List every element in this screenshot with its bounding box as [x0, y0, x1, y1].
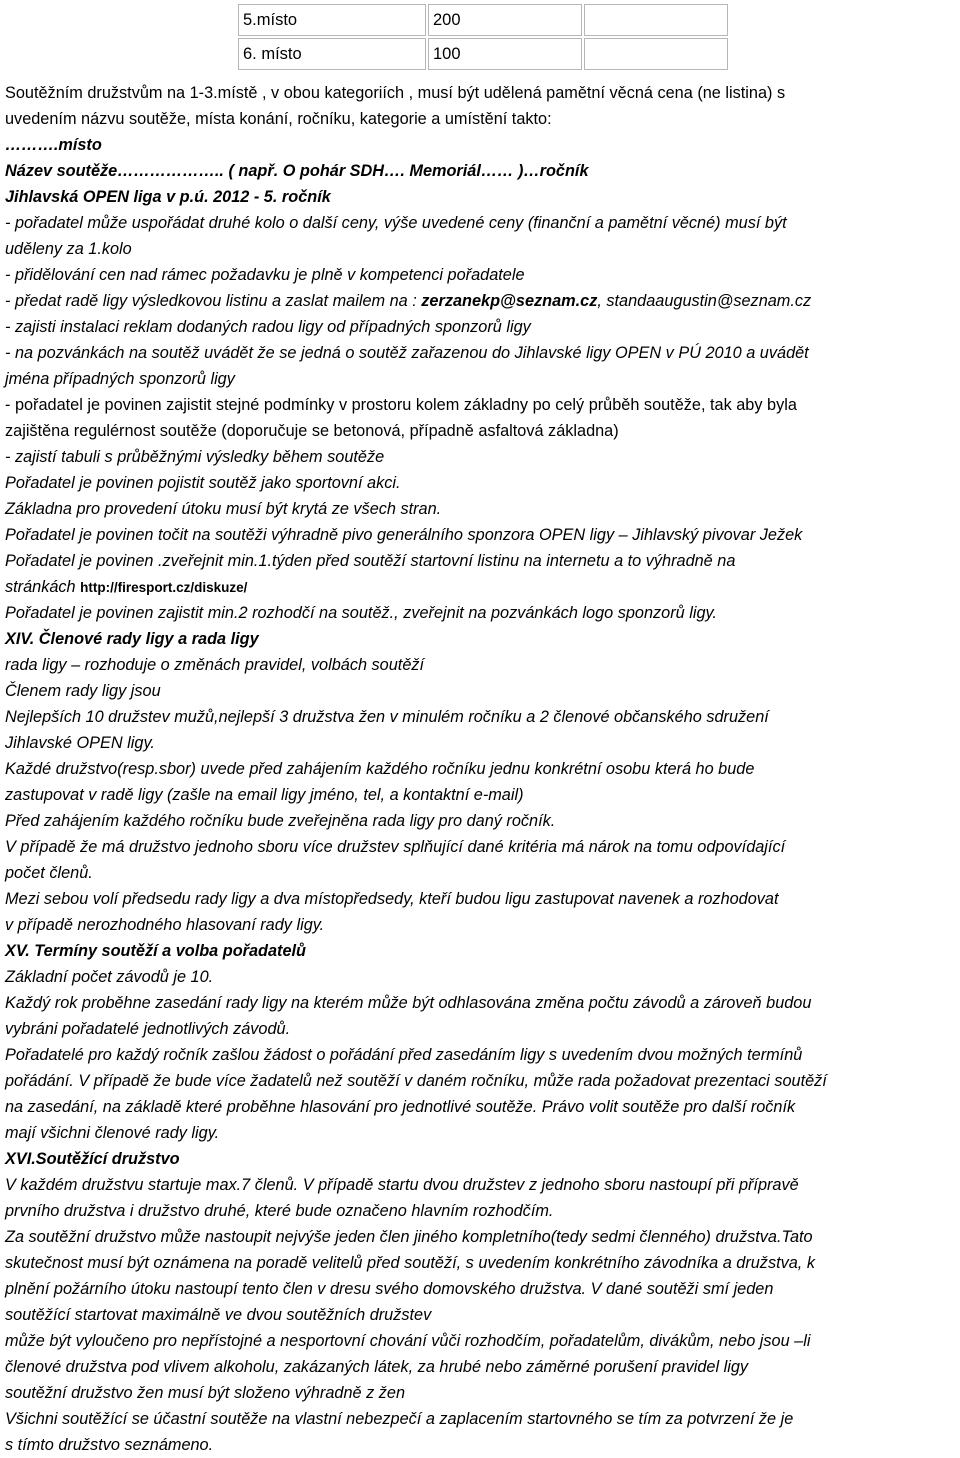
- text-line: Základní počet závodů je 10.: [5, 968, 214, 986]
- text-line: s tímto družstvo seznámeno.: [5, 1436, 214, 1454]
- text-line: Členem rady ligy jsou: [5, 682, 161, 700]
- text-line: Všichni soutěžící se účastní soutěže na vlastní nebezpečí a zaplacením startovného se tím za potvrzení že je: [5, 1410, 794, 1428]
- text-line: pořádání. V případě že bude více žadatelů než soutěží v daném ročníku, může rada požadovat prezentaci soutěží: [5, 1072, 827, 1090]
- text-line: Pořadatel je povinen pojistit soutěž jako sportovní akci.: [5, 474, 401, 492]
- text-line: zajištěna regulérnost soutěže (doporučuje se betonová, případně asfaltová základna): [5, 422, 619, 440]
- text-line: - zajisti instalaci reklam dodaných radou ligy od případných sponzorů ligy: [5, 318, 531, 336]
- email-link[interactable]: , standaaugustin@seznam.cz: [597, 292, 812, 310]
- section-heading: XVI.Soutěžící družstvo: [5, 1150, 180, 1168]
- place-cell: 5.místo: [238, 4, 426, 36]
- text-line: Za soutěžní družstvo může nastoupit nejvýše jeden člen jiného kompletního(tedy sedmi členného) družstva.Tato: [5, 1228, 813, 1246]
- text-span: stránkách: [5, 578, 81, 596]
- text-line: V případě že má družstvo jednoho sboru více družstev splňující dané kritéria má nárok na tomu odpovídající: [5, 838, 786, 856]
- text-line: skutečnost musí být oznámena na poradě velitelů před soutěží, s uvedením konkrétního závodníka a družstva, k: [5, 1254, 815, 1272]
- text-line: Jihlavské OPEN ligy.: [5, 734, 155, 752]
- text-line: Pořadatel je povinen .zveřejnit min.1.týden před soutěží startovní listinu na internetu a to výhradně na: [5, 552, 736, 570]
- text-line: Každý rok proběhne zasedání rady ligy na kterém může být odhlasována změna počtu závodů a zároveň budou: [5, 994, 812, 1012]
- text-line: plnění požárního útoku nastoupí tento člen v dresu svého domovského družstva. V dané soutěži smí jeden: [5, 1280, 774, 1298]
- text-line: může být vyloučeno pro nepřístojné a nesportovní chování vůči rozhodčím, pořadatelům, divákům, nebo jsou –li: [5, 1332, 811, 1350]
- text-line: - na pozvánkách na soutěž uvádět že se jedná o soutěž zařazenou do Jihlavské ligy OPEN v PÚ 2010 a uvádět: [5, 344, 809, 362]
- text-line: - zajistí tabuli s průběžnými výsledky během soutěže: [5, 448, 385, 466]
- text-line: - pořadatel je povinen zajistit stejné podmínky v prostoru kolem základny po celý průběh soutěže, tak aby byla: [5, 396, 797, 414]
- text-line: počet členů.: [5, 864, 93, 882]
- text-span: - předat radě ligy výsledkovou listinu a zaslat mailem na :: [5, 292, 422, 310]
- text-line: zastupovat v radě ligy (zašle na email ligy jméno, tel, a kontaktní e-mail): [5, 786, 524, 804]
- text-line: prvního družstva i družstvo druhé, které bude označeno hlavním rozhodčím.: [5, 1202, 554, 1220]
- text-line: - přidělování cen nad rámec požadavku je plně v kompetenci pořadatele: [5, 266, 525, 284]
- text-line: vybráni pořadatelé jednotlivých závodů.: [5, 1020, 291, 1038]
- table-row: [238, 4, 728, 36]
- text-line: jména případných sponzorů ligy: [5, 370, 235, 388]
- document-body: [5, 80, 955, 1458]
- text-line: Základna pro provedení útoku musí být krytá ze všech stran.: [5, 500, 442, 518]
- text-line: Každé družstvo(resp.sbor) uvede před zahájením každého ročníku jednu konkrétní osobu která ho bude: [5, 760, 755, 778]
- text-line: soutěžící startovat maximálně ve dvou soutěžních družstev: [5, 1306, 432, 1324]
- text-line: Jihlavská OPEN liga v p.ú. 2012 - 5. ročník: [5, 188, 331, 206]
- text-line: na zasedání, na základě které proběhne hlasování pro jednotlivé soutěže. Právo volit soutěže pro další ročník: [5, 1098, 796, 1116]
- text-line: uvedením názvu soutěže, místa konání, ročníku, kategorie a umístění takto:: [5, 110, 552, 128]
- url-link[interactable]: http://firesport.cz/diskuze/: [80, 580, 248, 595]
- text-line: [5, 574, 955, 600]
- text-line: Název soutěže……………….. ( např. O pohár SDH…. Memoriál…… )…ročník: [5, 162, 589, 180]
- text-line: rada ligy – rozhoduje o změnách pravidel, volbách soutěží: [5, 656, 425, 674]
- text-line: v případě nerozhodného hlasovaní rady ligy.: [5, 916, 325, 934]
- text-line: Pořadatelé pro každý ročník zašlou žádost o pořádání před zasedáním ligy s uvedením dvou možných termínů: [5, 1046, 803, 1064]
- text-line: uděleny za 1.kolo: [5, 240, 132, 258]
- empty-cell: [584, 38, 728, 70]
- text-line: Pořadatel je povinen točit na soutěži výhradně pivo generálního sponzora OPEN ligy – Jihlavský pivovar Ježek: [5, 526, 803, 544]
- text-line: - pořadatel může uspořádat druhé kolo o další ceny, výše uvedené ceny (finanční a pamětní věcné) musí být: [5, 214, 787, 232]
- email-link[interactable]: zerzanekp@seznam.cz: [421, 292, 598, 310]
- text-line: Před zahájením každého ročníku bude zveřejněna rada ligy pro daný ročník.: [5, 812, 556, 830]
- section-heading: XIV. Členové rady ligy a rada ligy: [5, 630, 259, 648]
- text-line: [5, 288, 955, 314]
- prize-table: [236, 2, 730, 72]
- place-cell: 6. místo: [238, 38, 426, 70]
- empty-cell: [584, 4, 728, 36]
- table-row: [238, 38, 728, 70]
- text-line: ……….místo: [5, 136, 102, 154]
- text-line: Nejlepších 10 družstev mužů,nejlepší 3 družstva žen v minulém ročníku a 2 členové občanského sdružení: [5, 708, 769, 726]
- section-heading: XV. Termíny soutěží a volba pořadatelů: [5, 942, 306, 960]
- amount-cell: 100: [428, 38, 582, 70]
- text-line: Pořadatel je povinen zajistit min.2 rozhodčí na soutěž., zveřejnit na pozvánkách logo sponzorů ligy.: [5, 604, 717, 622]
- text-line: soutěžní družstvo žen musí být složeno výhradně z žen: [5, 1384, 406, 1402]
- text-line: Mezi sebou volí předsedu rady ligy a dva místopředsedy, kteří budou ligu zastupovat navenek a rozhodovat: [5, 890, 779, 908]
- text-line: mají všichni členové rady ligy.: [5, 1124, 220, 1142]
- text-line: V každém družstvu startuje max.7 členů. V případě startu dvou družstev z jednoho sboru nastoupí při přípravě: [5, 1176, 799, 1194]
- text-line: Soutěžním družstvům na 1-3.místě , v obou kategoriích , musí být udělená pamětní věcná cena (ne listina) s: [5, 84, 786, 102]
- text-line: členové družstva pod vlivem alkoholu, zakázaných látek, za hrubé nebo záměrné porušení pravidel ligy: [5, 1358, 749, 1376]
- amount-cell: 200: [428, 4, 582, 36]
